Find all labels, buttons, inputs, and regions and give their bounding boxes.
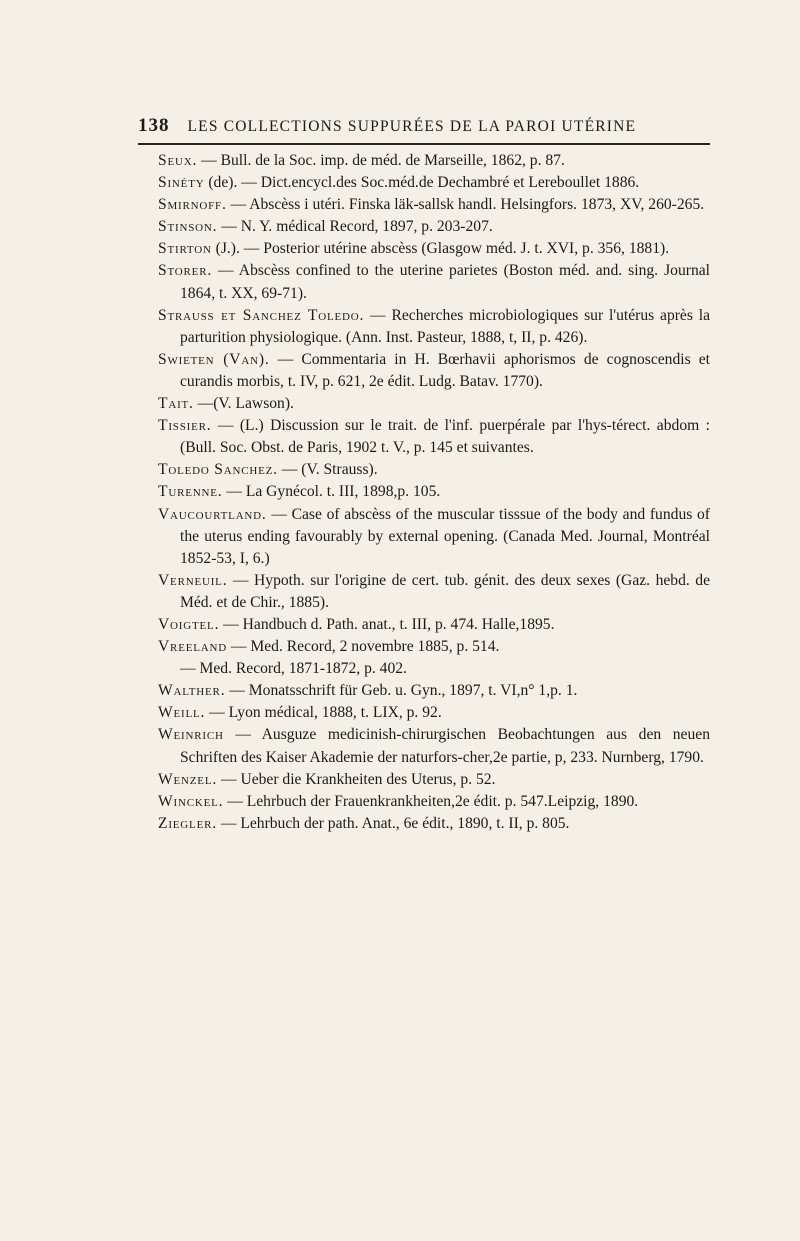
entry-author: Sinéty (158, 174, 205, 192)
entry-text: — Recherches microbiologiques sur l'utérus après la parturition physiologique. (Ann. Inst. Pasteur, 1888, t, II, p. 426). (180, 306, 710, 346)
bibliography-entry (158, 238, 710, 260)
entry-author: Seux. (158, 152, 198, 169)
bibliography-entry (158, 459, 710, 481)
entry-author: Wenzel. (158, 770, 218, 788)
bibliography-entry (158, 680, 710, 702)
page-header (138, 115, 708, 137)
entry-author: Stinson. (158, 218, 218, 236)
bibliography-entry (158, 702, 710, 724)
bibliography-entry (158, 481, 710, 503)
bibliography-entry (158, 791, 710, 813)
bibliography-entry (158, 194, 710, 216)
entry-author: Toledo Sanchez. (158, 461, 278, 479)
entry-author: Ziegler. (158, 814, 217, 832)
entry-author: — (180, 660, 196, 678)
entry-text: — Ausguze medicinish-chirurgischen Beobachtungen aus den neuen Schriften des Kaiser Akademie der naturfors-cher,2e partie, p, 233. Nurnberg, 1790. (180, 726, 710, 766)
bibliography-entry (158, 150, 710, 172)
entry-text: — Bull. de la Soc. imp. de méd. de Marseille, 1862, p. 87. (197, 152, 565, 169)
entry-text: — Abscèss confined to the uterine parietes (Boston méd. and. sing. Journal 1864, t. XX, 69-71). (180, 262, 710, 302)
bibliography-entry (158, 415, 710, 459)
bibliography-entry (158, 504, 710, 570)
entry-author: Verneuil. (158, 571, 228, 589)
bibliography-entry (158, 393, 710, 415)
entry-author: Strauss et Sanchez Toledo. (158, 306, 365, 324)
bibliography-entry (158, 724, 710, 768)
entry-text: — La Gynécol. t. III, 1898,p. 105. (222, 483, 441, 501)
entry-author: Stirton (158, 240, 212, 258)
bibliography-entry (158, 813, 710, 835)
entry-author: Smirnoff. (158, 196, 227, 214)
entry-text: — Lehrbuch der path. Anat., 6e édit., 1890, t. II, p. 805. (216, 814, 570, 832)
entry-text: — Med. Record, 2 novembre 1885, p. 514. (227, 638, 500, 656)
bibliography-entry (158, 614, 710, 636)
entry-text: — Monatsschrift für Geb. u. Gyn., 1897, t. VI,n° 1,p. 1. (225, 682, 578, 700)
entry-author: Storer. (158, 262, 213, 280)
bibliography-entry (158, 636, 710, 658)
entry-text: —(V. Lawson). (193, 395, 294, 413)
entry-text: — Commentaria in H. Bœrhavii aphorismos de cognoscendis et curandis morbis, t. IV, p. 621, 2e édit. Ludg. Batav. 1770). (180, 350, 710, 390)
entry-author: Weinrich (158, 726, 224, 744)
entry-text: — Ueber die Krankheiten des Uterus, p. 52. (217, 770, 496, 788)
entry-text: — Lyon médical, 1888, t. LIX, p. 92. (205, 704, 442, 722)
entry-text: (J.). — Posterior utérine abscèss (Glasgow méd. J. t. XVI, p. 356, 1881). (211, 240, 670, 258)
entry-author: Tait. (158, 395, 194, 413)
entry-text: — (V. Strauss). (277, 461, 378, 479)
entry-text: — Lehrbuch der Frauenkrankheiten,2e édit. p. 547.Leipzig, 1890. (223, 792, 639, 810)
entry-author: Tissier. (158, 417, 212, 435)
bibliography-entry (158, 216, 710, 238)
entry-author: Winckel. (158, 792, 224, 810)
entry-author: Voigtel. (158, 615, 220, 633)
bibliography-entry (158, 260, 710, 304)
entry-author: Vreeland (158, 638, 227, 656)
bibliography-entry (158, 305, 710, 349)
running-title: LES COLLECTIONS SUPPURÉES DE LA PAROI UTÉRINE (187, 118, 637, 135)
bibliography-entry (158, 658, 710, 680)
entry-author: Turenne. (158, 483, 223, 501)
bibliography-entry (158, 349, 710, 393)
bibliography-entry (158, 172, 710, 194)
entry-text: — Handbuch d. Path. anat., t. III, p. 474. Halle,1895. (219, 615, 555, 633)
entry-author: Walther. (158, 682, 226, 700)
entry-author: Weill. (158, 704, 206, 722)
bibliography-entry (158, 769, 710, 791)
bibliography-entry (158, 570, 710, 614)
entry-text: — N. Y. médical Record, 1897, p. 203-207. (217, 218, 493, 236)
entry-text: — Hypoth. sur l'origine de cert. tub. génit. des deux sexes (Gaz. hebd. de Méd. et de Chir., 1885). (180, 571, 710, 611)
entry-text: Med. Record, 1871-1872, p. 402. (195, 660, 407, 678)
bibliography-list (158, 150, 710, 835)
entry-text: — (L.) Discussion sur le trait. de l'inf. puerpérale par l'hys-térect. abdom : (Bull. Soc. Obst. de Paris, 1902 t. V., p. 145 et suivantes. (180, 417, 710, 457)
entry-text: — Abscèss i utéri. Finska läk-sallsk handl. Helsingfors. 1873, XV, 260-265. (226, 196, 705, 214)
header-rule (138, 143, 710, 145)
page-number: 138 (138, 115, 170, 136)
entry-text: (de). — Dict.encycl.des Soc.méd.de Dechambré et Lereboullet 1886. (204, 174, 640, 192)
entry-text: — Case of abscèss of the muscular tisssue of the body and fundus of the uterus ending favourably by external opening. (Canada Med. Journal, Montréal 1852-53, I, 6.) (180, 505, 710, 567)
entry-author: Vaucourtland. (158, 505, 267, 523)
entry-author: Swieten (Van). (158, 350, 270, 368)
